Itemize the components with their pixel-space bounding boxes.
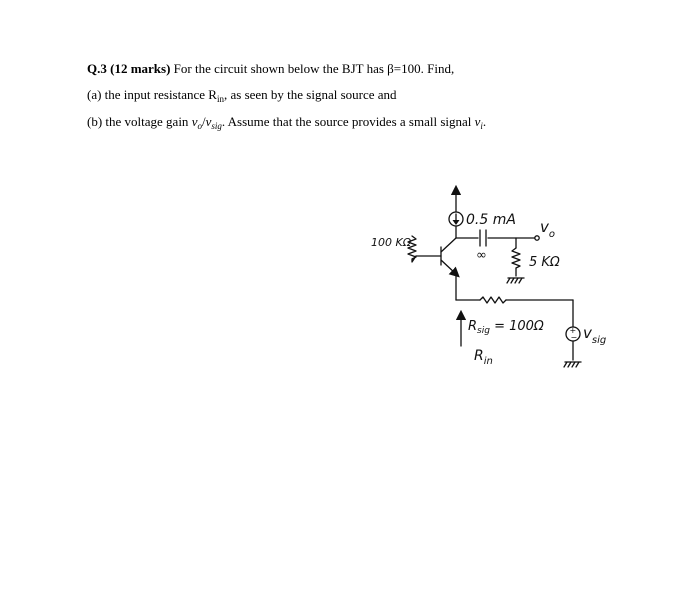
part-b-vo-sub: o [197,121,202,131]
coupling-capacitor [480,230,486,246]
collector-resistor [512,248,520,276]
rsig-label: $R_{sig} = 100\Omega$ [468,319,544,336]
question-marks: (12 marks) [110,61,171,76]
question-intro: For the circuit shown below the BJT has β=100. Find, [173,61,455,76]
source-ground-icon [564,362,581,367]
base-resistor-label: 100 KΩ [371,236,412,249]
part-b-vsig-sub: sig [211,121,222,131]
part-a-subscript: in [216,94,224,104]
source-label: $v_{sig}$ [583,324,607,346]
part-b-vo: v [191,114,198,129]
part-a-suffix: , as seen by the signal source and [223,87,397,102]
part-b-prefix: (b) the voltage gain [87,114,192,129]
part-a-prefix: (a) the input resistance R [87,87,217,102]
collector-ground-icon [507,278,524,283]
part-b-slash: / [201,114,206,129]
current-source-label: 0.5 mA [466,212,516,228]
part-b-suffix: . Assume that the source provides a small signal [221,114,475,129]
output-label: $v_o$ [540,218,556,240]
part-b-vsig: v [205,114,212,129]
question-number: Q.3 [87,61,107,76]
collector-resistor-label: 5 KΩ [529,255,560,270]
signal-source [566,326,580,342]
rsig-resistor [480,297,506,303]
part-b-vi-sub: i [480,121,483,131]
svg-text:−: − [570,333,578,342]
current-source [449,212,463,226]
part-b-vi: v [474,114,481,129]
bjt-transistor [441,238,456,274]
svg-text:+: + [569,326,577,335]
rin-label: $R_{in}$ [474,348,493,367]
part-b-end: . [482,114,487,129]
capacitor-label: ∞ [476,248,487,263]
